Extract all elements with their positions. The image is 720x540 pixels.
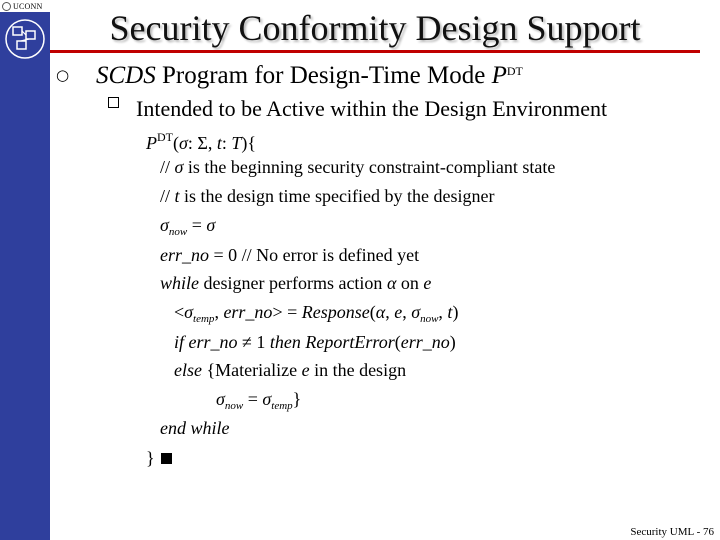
uconn-wordmark: UCONN: [13, 1, 43, 11]
bullet-square-icon: [108, 97, 119, 108]
seal-icon: [2, 2, 11, 11]
slide-footer: Security UML - 76: [630, 526, 714, 538]
code-line-3: // t is the design time specified by the designer: [160, 186, 495, 206]
sidebar-band: [0, 0, 50, 540]
bullet-2: Intended to be Active within the Design Environment: [136, 96, 608, 121]
code-line-2: // σ is the beginning security constraint-compliant state: [160, 157, 556, 177]
code-line-10: $\sigma_{now} = \sigma_{temp}$}: [216, 389, 302, 412]
bullet-circle-icon: ○: [56, 66, 70, 84]
uconn-logo: [0, 0, 50, 12]
bullet-1: SCDS Program for Design-Time Mode $P^{DT}$: [96, 62, 523, 89]
code-line-4: $\sigma_{now} = \sigma$: [160, 215, 216, 238]
qed-square-icon: [161, 453, 172, 464]
code-line-9: else {Materialize e in the design: [174, 360, 407, 380]
code-line-11: end while: [160, 418, 230, 438]
code-line-5: err_no = 0 // No error is defined yet: [160, 245, 420, 265]
code-line-6: while designer performs action α on e: [160, 273, 432, 293]
slide-title: Security Conformity Design Support: [109, 8, 641, 48]
code-line-7: $<\sigma_{temp}$, err_no> = Response(α, e, $\sigma_{now}$, t): [174, 302, 459, 325]
cse-network-logo-icon: [4, 18, 46, 60]
title-divider: [50, 50, 700, 53]
code-line-8: if err_no ≠ 1 then ReportError(err_no): [174, 332, 456, 352]
code-line-1: $P^{DT}(\sigma$: Σ, t: T){: [146, 130, 257, 153]
code-line-12: }: [146, 447, 172, 469]
